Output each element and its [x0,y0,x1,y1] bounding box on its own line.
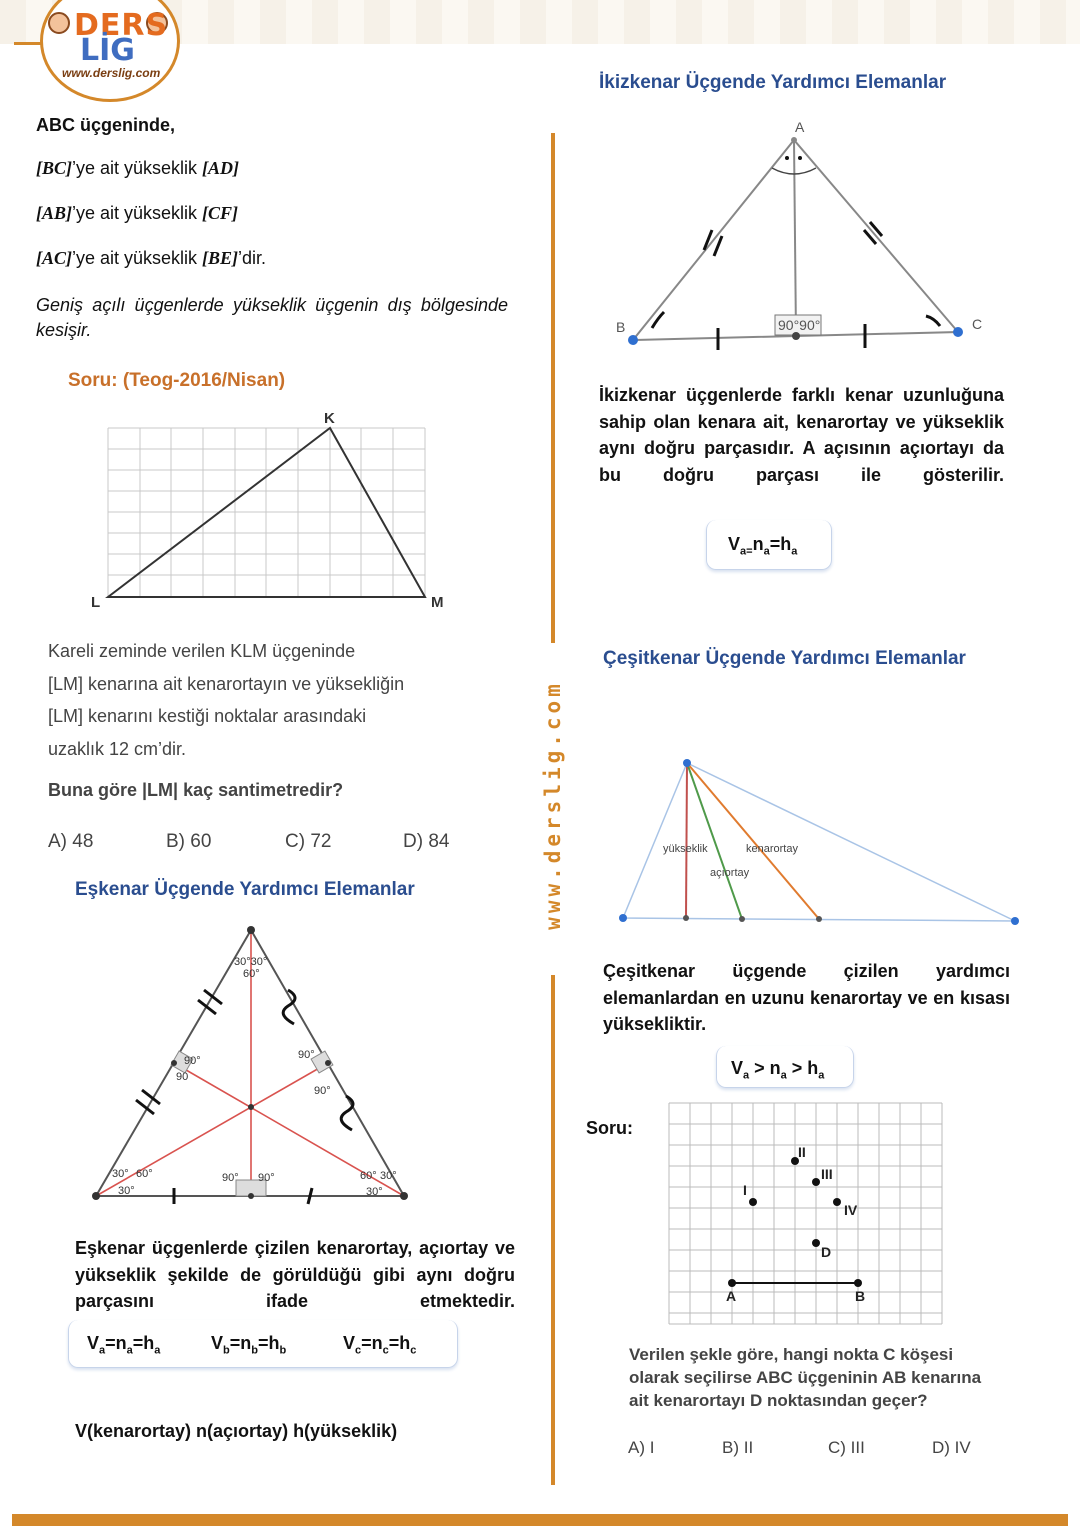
equilateral-title: Eşkenar Üçgende Yardımcı Elemanlar [75,879,415,900]
eq-angle-br-b: 30° [380,1170,397,1182]
klm-question-text: Kareli zeminde verilen KLM üçgeninde [LM] kenarına ait kenarortayın ve yüksekliğin [LM] kenarını kestiği noktalar arasındaki uzaklık 12 cm’dir. [48,641,405,759]
label-m: M [431,594,444,611]
scalene-triangle-figure [610,750,1030,935]
wide-angle-note: Geniş açılı üçgenlerde yükseklik üçgenin dış bölgesinde kesişir. [36,295,508,340]
scalene-title: Çeşitkenar Üçgende Yardımcı Elemanlar [603,648,966,669]
question-title: Soru: (Teog-2016/Nisan) [68,370,286,391]
grid-choice-a[interactable]: A) I [628,1438,655,1457]
equilateral-text: Eşkenar üçgenlerde çizilen kenarortay, açıortay ve yükseklik şekilde de görüldüğü gibi aynı doğru parçasını ifade etmektedir. [75,1238,515,1311]
isosceles-formula: $V_{a=}n_a=h_a$ [728,534,798,558]
point-label-i: I [743,1182,747,1198]
grid-choice-d[interactable]: D) IV [932,1438,971,1457]
intro-title: ABC üçgeninde, [36,115,176,135]
scalene-label-median: kenarortay [746,843,798,855]
klm-choice-c[interactable]: C) 72 [285,831,332,852]
klm-choice-a[interactable]: A) 48 [48,831,94,852]
isosceles-title: İkizkenar Üçgende Yardımcı Elemanlar [599,72,947,93]
height-line-1: [BC]’ye ait yükseklik [AD] [36,158,240,178]
eq-angle-bl-b: 60° [136,1168,153,1180]
legend-text: V(kenarortay) n(açıortay) h(yükseklik) [75,1421,398,1441]
point-label-a: A [726,1288,737,1304]
watermark-container [530,680,576,930]
iso-label-angle: 90°90° [778,317,821,333]
point-label-iv: IV [844,1202,858,1218]
watermark-text: www.derslig.com [541,680,565,930]
point-label-iii: III [821,1166,833,1182]
eq-angle-left-a: 90° [184,1055,201,1067]
column-divider-top [551,133,555,643]
point-label-d: D [821,1244,832,1260]
point-grid-figure [666,1100,946,1330]
iso-label-c: C [972,316,983,332]
klm-choice-b[interactable]: B) 60 [166,831,212,852]
column-divider-bottom [551,975,555,1485]
eq-angle-left-b: 90 [176,1071,189,1083]
isosceles-text: İkizkenar üçgenlerde farklı kenar uzunluğuna sahip olan kenara ait, kenarortay ve yükseklik aynı doğru parçasıdır. A açısının açıortayı da bu doğru parçası ile gösterilir. [599,385,1004,485]
grid-question-text: Verilen şekle göre, hangi nokta C köşesi olarak seçilirse ABC üçgeninin AB kenarına ait kenarortayı D noktasından geçer? [629,1345,982,1410]
eq-angle-right-b: 90° [314,1085,331,1097]
scalene-label-height: yükseklik [663,843,708,855]
isosceles-triangle-figure [600,110,1000,360]
eq-angle-bl-a: 30° [112,1168,129,1180]
eq-angle-top: 30°30° [234,956,268,968]
eq-angle-bl-c: 30° [118,1185,135,1197]
formula-a: $V_a=n_a=h_a$ [87,1333,161,1357]
footer-accent-bar [12,1514,1068,1526]
logo-kid-left-icon [48,12,70,34]
point-label-ii: II [798,1144,806,1160]
grid-choice-b[interactable]: B) II [722,1438,754,1457]
eq-angle-top-mid: 60° [243,968,260,980]
scalene-formula: $V_a > n_a > h_a$ [731,1058,825,1082]
klm-triangle-figure [85,405,455,615]
height-line-3: [AC]’ye ait yükseklik [BE]’dir. [36,248,267,268]
soru-label: Soru: [586,1118,633,1138]
eq-angle-bottom-b: 90° [258,1172,275,1184]
klm-question-prompt: Buna göre |LM| kaç santimetredir? [48,780,344,800]
scalene-text: Çeşitkenar üçgende çizilen yardımcı elemanlardan en uzunu kenarortay ve en kısası yüksekliktir. [603,961,1010,1034]
label-l: L [91,594,101,611]
logo-text-bottom: LİG [80,33,135,68]
formula-c: $V_c=n_c=h_c$ [343,1333,417,1357]
scalene-label-bisector: açıortay [710,867,750,879]
eq-angle-right-a: 90° [298,1049,315,1061]
logo-url: www.derslig.com [62,66,161,80]
iso-label-b: B [616,319,626,335]
logo-text-top: DERS [74,8,169,43]
eq-angle-bottom-a: 90° [222,1172,239,1184]
height-line-2: [AB]’ye ait yükseklik [CF] [36,203,239,223]
label-k: K [324,410,335,427]
formula-b: $V_b=n_b=h_b$ [211,1333,287,1357]
equilateral-triangle-figure [88,920,418,1210]
point-label-b: B [855,1288,866,1304]
eq-angle-br-a: 60° [360,1170,377,1182]
eq-angle-br-c: 30° [366,1186,383,1198]
iso-label-a: A [795,119,805,135]
grid-choice-c[interactable]: C) III [828,1438,865,1457]
klm-choice-d[interactable]: D) 84 [403,831,450,852]
